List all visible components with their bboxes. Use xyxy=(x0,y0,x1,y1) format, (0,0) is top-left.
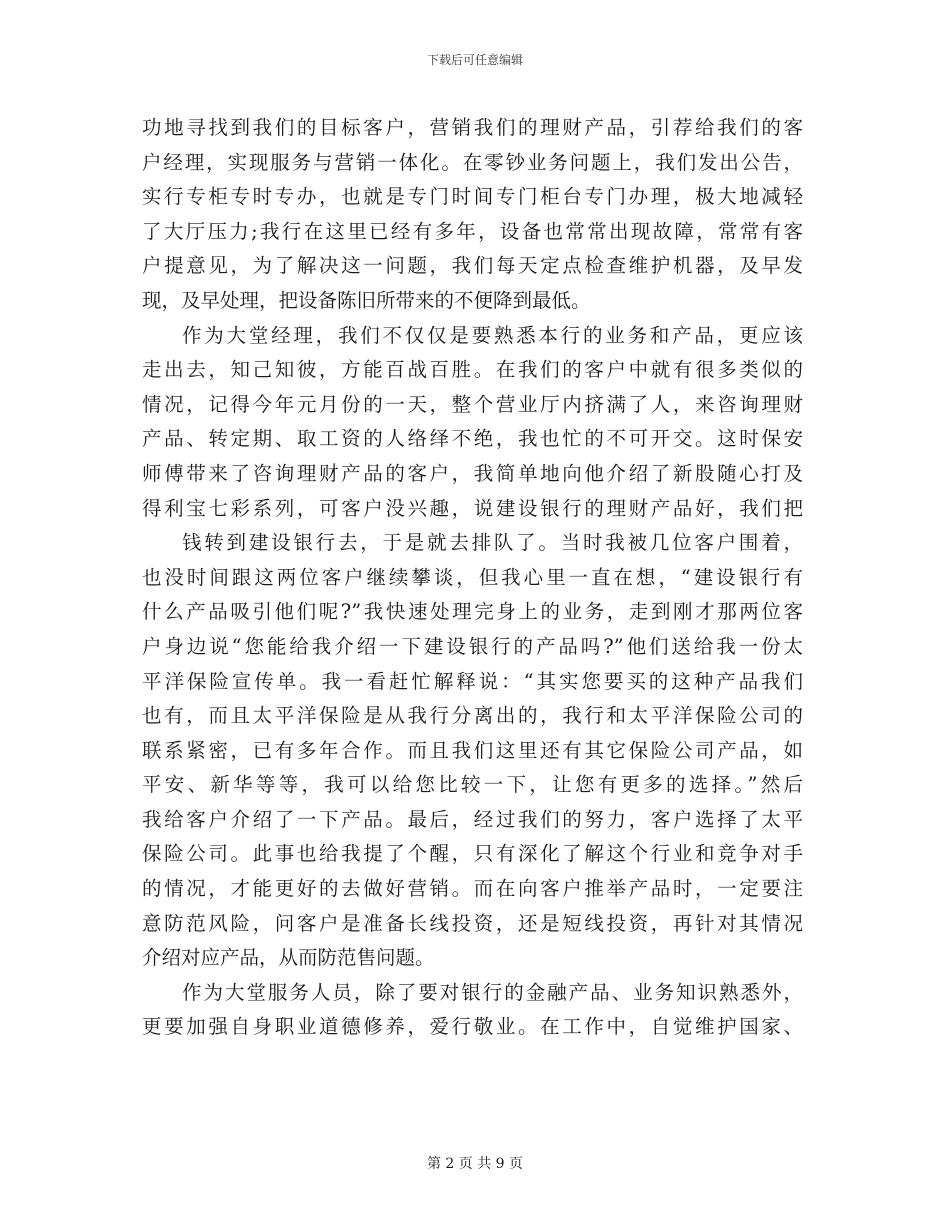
text-line: 的情况，才能更好的去做好营销。而在向客户推举产品时，一定要注 xyxy=(142,877,803,901)
text-line: 钱转到建设银行去，于是就去排队了。当时我被几位客户围着， xyxy=(182,531,803,555)
text-line: 实行专柜专时专办，也就是专门时间专门柜台专门办理，极大地减轻 xyxy=(142,185,803,209)
document-body xyxy=(142,111,803,1045)
text-line: 得利宝七彩系列，可客户没兴趣，说建设银行的理财产品好，我们把 xyxy=(142,496,803,520)
text-line: 意防范风险，问客户是准备长线投资，还是短线投资，再针对其情况 xyxy=(142,911,803,935)
text-line: 也没时间跟这两位客户继续攀谈，但我心里一直在想，“建设银行有 xyxy=(142,565,803,589)
text-line: 情况，记得今年元月份的一天，整个营业厅内挤满了人，来咨询理财 xyxy=(142,392,803,416)
text-line: 更要加强自身职业道德修养，爱行敬业。在工作中，自觉维护国家、 xyxy=(142,1015,803,1039)
text-line: 保险公司。此事也给我提了个醒，只有深化了解这个行业和竞争对手 xyxy=(142,842,803,866)
page-header: 下载后可任意编辑 xyxy=(426,53,523,67)
text-line: 我给客户介绍了一下产品。最后，经过我们的努力，客户选择了太平 xyxy=(142,807,803,831)
text-line: 平洋保险宣传单。我一看赶忙解释说：“其实您要买的这种产品我们 xyxy=(142,669,803,693)
text-line: 也有，而且太平洋保险是从我行分离出的，我行和太平洋保险公司的 xyxy=(142,704,803,728)
text-line: 现，及早处理，把设备陈旧所带来的不便降到最低。 xyxy=(142,288,591,312)
text-line: 户经理，实现服务与营销一体化。在零钞业务问题上，我们发出公告， xyxy=(142,150,803,174)
text-line: 功地寻找到我们的目标客户，营销我们的理财产品，引荐给我们的客 xyxy=(142,116,803,139)
text-line: 介绍对应产品，从而防范售问题。 xyxy=(142,946,435,970)
text-line: 作为大堂服务人员，除了要对银行的金融产品、业务知识熟悉外， xyxy=(182,980,803,1004)
page-footer: 第 2 页 共 9 页 xyxy=(426,1156,524,1172)
text-line: 什么产品吸引他们呢?”我快速处理完身上的业务，走到刚才那两位客 xyxy=(142,600,803,624)
text-line: 作为大堂经理，我们不仅仅是要熟悉本行的业务和产品，更应该 xyxy=(182,323,803,347)
text-line: 平安、新华等等，我可以给您比较一下，让您有更多的选择。”然后 xyxy=(142,773,803,797)
text-line: 联系紧密，已有多年合作。而且我们这里还有其它保险公司产品，如 xyxy=(142,738,803,762)
text-line: 师傅带来了咨询理财产品的客户，我简单地向他介绍了新股随心打及 xyxy=(142,461,803,485)
text-line: 户提意见，为了解决这一问题，我们每天定点检查维护机器，及早发 xyxy=(142,254,803,278)
text-line: 走出去，知己知彼，方能百战百胜。在我们的客户中就有很多类似的 xyxy=(142,358,803,382)
text-line: 产品、转定期、取工资的人络绎不绝，我也忙的不可开交。这时保安 xyxy=(142,427,803,451)
text-line: 了大厅压力;我行在这里已经有多年，设备也常常出现故障，常常有客 xyxy=(142,219,803,243)
text-line: 户身边说“您能给我介绍一下建设银行的产品吗?”他们送给我一份太 xyxy=(142,634,803,658)
